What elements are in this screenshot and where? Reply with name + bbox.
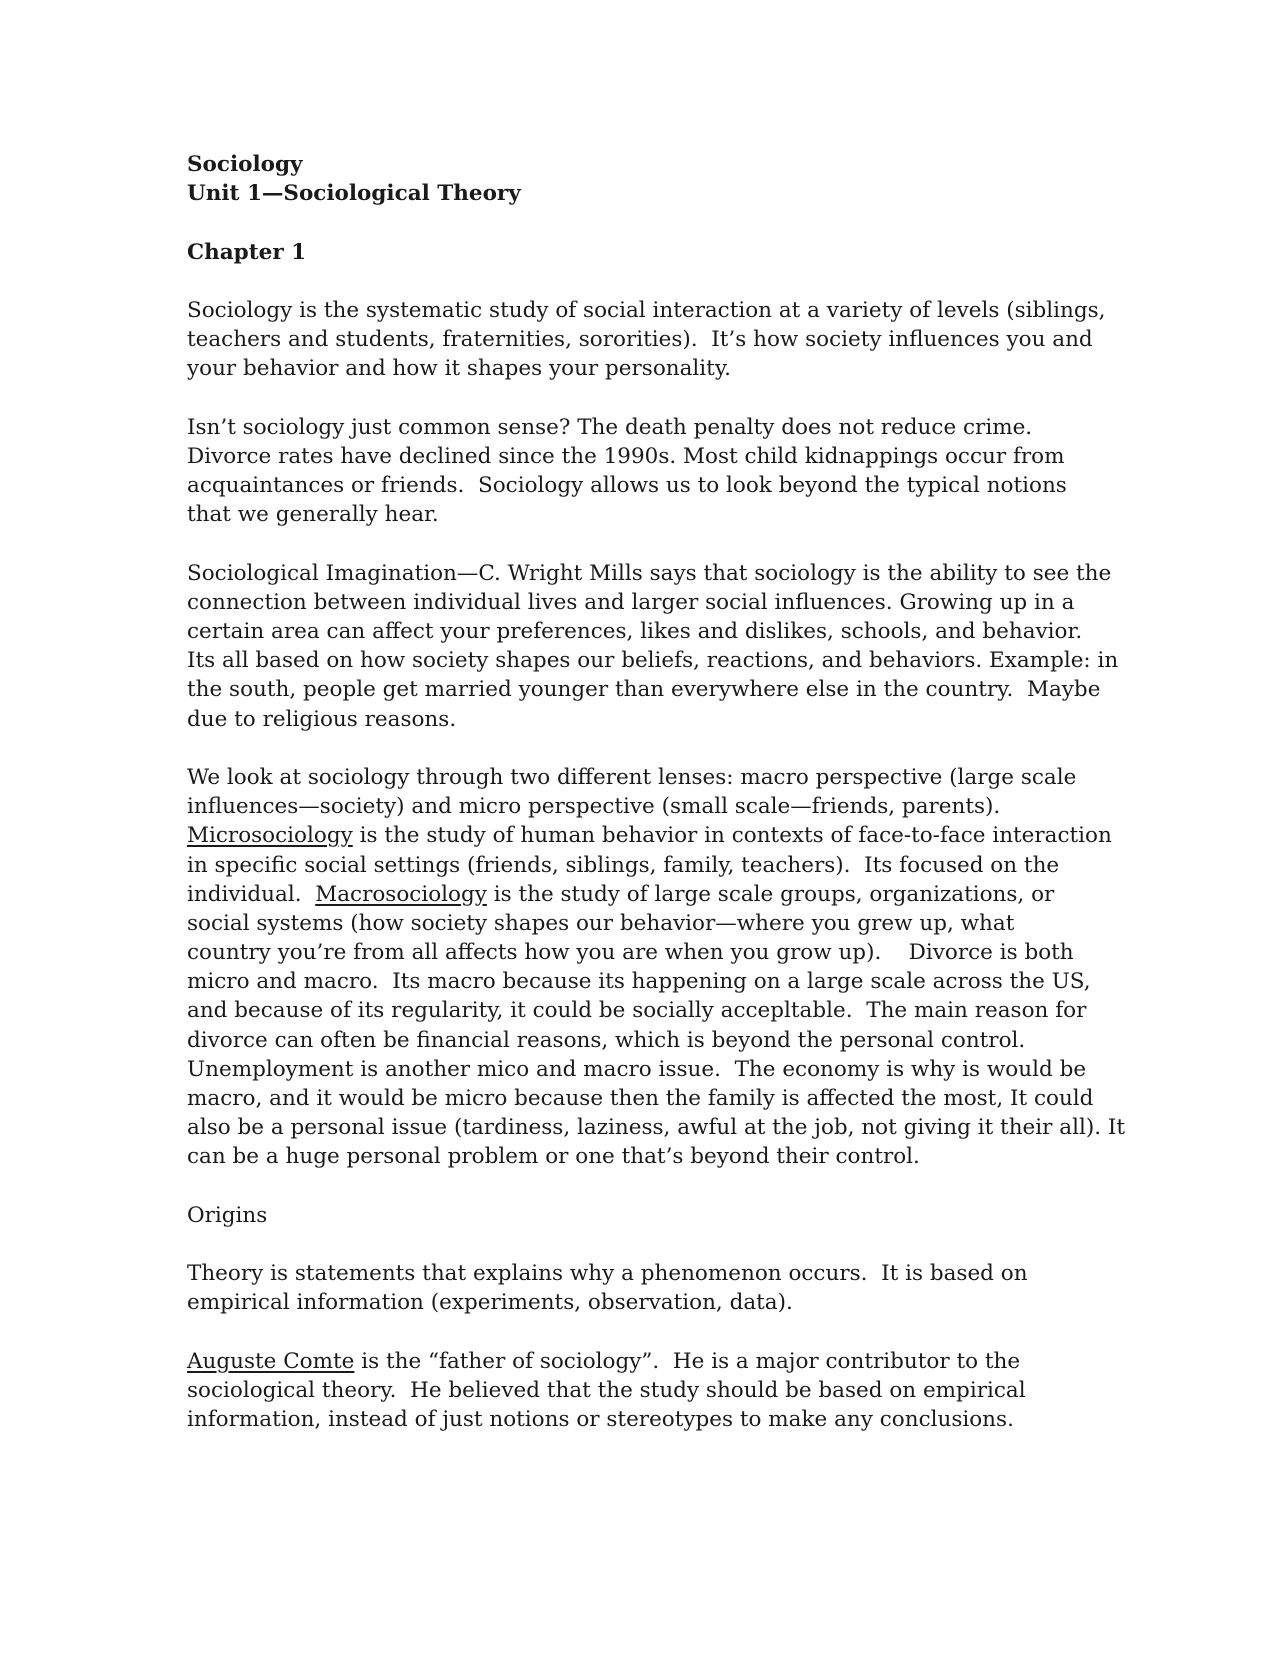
paragraph-theory bbox=[187, 1259, 1102, 1317]
text-line: acquaintances or friends. Sociology allows us to look beyond the typical notions bbox=[187, 473, 1067, 499]
text-fragment: is the study of large scale groups, organizations, or bbox=[486, 881, 1055, 907]
text-line: sociological theory. He believed that the study should be based on empirical bbox=[187, 1377, 1026, 1403]
blank-line bbox=[187, 734, 1102, 763]
document-page bbox=[187, 150, 1126, 1434]
blank-line bbox=[187, 267, 1102, 296]
text-line: Sociological Imagination—C. Wright Mills says that sociology is the ability to see the bbox=[187, 560, 1112, 586]
paragraph-common-sense bbox=[187, 413, 1102, 530]
text-line: Theory is statements that explains why a phenomenon occurs. It is based on bbox=[187, 1261, 1028, 1287]
term-macrosociology: Macrosociology bbox=[315, 881, 487, 907]
text-line: Isn’t sociology just common sense? The death penalty does not reduce crime. bbox=[187, 414, 1033, 440]
text-line: macro, and it would be micro because then the family is affected the most, It could bbox=[187, 1086, 1094, 1111]
text-line: Divorce rates have declined since the 1990s. Most child kidnappings occur from bbox=[187, 443, 1065, 469]
section-heading-origins: Origins bbox=[187, 1202, 268, 1228]
term-microsociology: Microsociology bbox=[187, 823, 353, 849]
text-line: in specific social settings (friends, siblings, family, teachers). Its focused on the bbox=[187, 852, 1060, 878]
term-auguste-comte: Auguste Comte bbox=[187, 1348, 355, 1374]
unit-heading: Unit 1—Sociological Theory bbox=[187, 181, 521, 207]
text-fragment: individual. bbox=[187, 881, 316, 907]
text-fragment: is the “father of sociology”. He is a major contributor to the bbox=[354, 1348, 1021, 1374]
text-line: connection between individual lives and larger social influences. Growing up in a bbox=[187, 589, 1075, 615]
blank-line bbox=[187, 1230, 1102, 1259]
text-line: country you’re from all affects how you are when you grow up). Divorce is both bbox=[187, 940, 1074, 966]
text-line: social systems (how society shapes our behavior—where you grew up, what bbox=[187, 910, 1015, 936]
text-line: We look at sociology through two different lenses: macro perspective (large scale bbox=[187, 764, 1077, 790]
text-line bbox=[187, 821, 1112, 850]
paragraph-macro-micro bbox=[187, 763, 1126, 1172]
blank-line bbox=[187, 1318, 1102, 1347]
document-title: Sociology bbox=[187, 152, 303, 177]
text-line: due to religious reasons. bbox=[187, 706, 457, 732]
text-line: micro and macro. Its macro because its happening on a large scale across the US, bbox=[187, 969, 1091, 995]
text-line: Its all based on how society shapes our beliefs, reactions, and behaviors. Example: in bbox=[187, 648, 1119, 674]
text-line: Unemployment is another mico and macro issue. The economy is why is would be bbox=[187, 1056, 1087, 1082]
text-line: can be a huge personal problem or one that’s beyond their control. bbox=[187, 1144, 920, 1170]
chapter-heading: Chapter 1 bbox=[187, 239, 307, 265]
blank-line bbox=[187, 1172, 1102, 1201]
blank-line bbox=[187, 529, 1102, 558]
text-line: Sociology is the systematic study of social interaction at a variety of levels (siblings, bbox=[187, 297, 1106, 323]
text-line: empirical information (experiments, observation, data). bbox=[187, 1290, 793, 1316]
text-line: information, instead of just notions or stereotypes to make any conclusions. bbox=[187, 1407, 1014, 1433]
text-line: certain area can affect your preferences, likes and dislikes, schools, and behavior. bbox=[187, 619, 1083, 644]
text-line: teachers and students, fraternities, sororities). It’s how society influences you and bbox=[187, 327, 1093, 353]
blank-line bbox=[187, 208, 1102, 237]
text-line: that we generally hear. bbox=[187, 502, 439, 528]
text-line: and because of its regularity, it could be socially accepltable. The main reason for bbox=[187, 998, 1087, 1024]
text-fragment: is the study of human behavior in contexts of face-to-face interaction bbox=[352, 823, 1112, 849]
paragraph-comte bbox=[187, 1347, 1102, 1435]
paragraph-sociological-imagination bbox=[187, 559, 1119, 734]
text-line: influences—society) and micro perspective (small scale—friends, parents). bbox=[187, 794, 1001, 820]
blank-line bbox=[187, 384, 1102, 413]
text-line: the south, people get married younger than everywhere else in the country. Maybe bbox=[187, 677, 1101, 703]
text-line bbox=[187, 1347, 1102, 1376]
text-line: divorce can often be financial reasons, which is beyond the personal control. bbox=[187, 1027, 1026, 1053]
paragraph-definition bbox=[187, 296, 1106, 384]
text-line: your behavior and how it shapes your personality. bbox=[187, 356, 731, 382]
text-line: also be a personal issue (tardiness, laziness, awful at the job, not giving it their all). It bbox=[187, 1115, 1126, 1141]
text-line bbox=[187, 880, 1102, 909]
